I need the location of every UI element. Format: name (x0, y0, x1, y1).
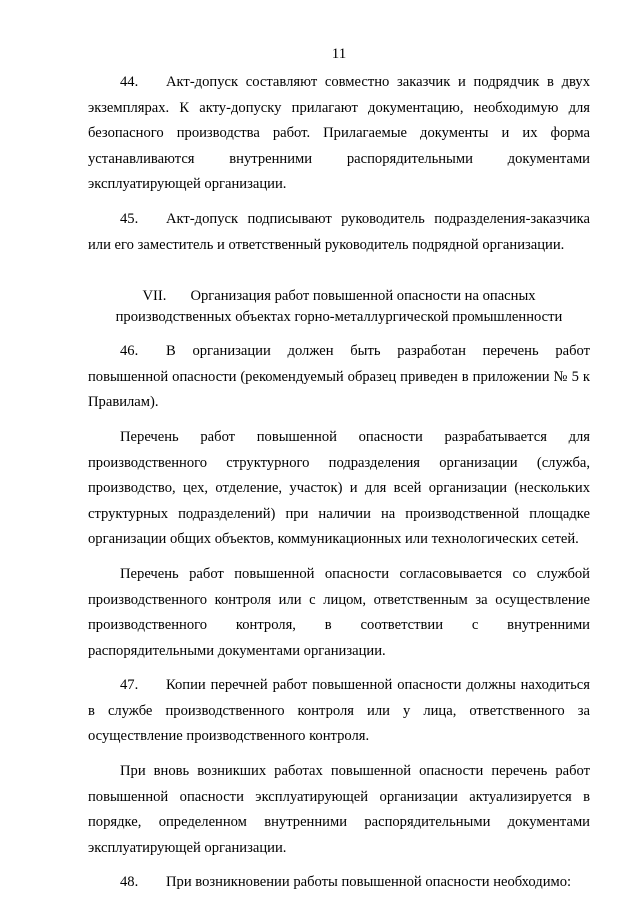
paragraph-text: Акт-допуск подписывают руководитель подразделения-заказчика или его заместитель и ответственный руководитель подрядной организации. (88, 210, 590, 253)
page-number: 11 (331, 46, 347, 62)
paragraph-text: Копии перечней работ повышенной опасности должны находиться в службе производственного контроля или у лица, ответственного за осуществление производственного контроля. (88, 677, 590, 745)
section-title: Организация работ повышенной опасности на опасных производственных объектах горно-металлургической промышленности (115, 288, 563, 326)
paragraph-47-update (88, 759, 590, 861)
paragraph-46-list-scope (88, 425, 590, 553)
paragraph-number: 47. (120, 677, 139, 694)
paragraph-44 (88, 70, 590, 198)
paragraph-48 (88, 870, 590, 896)
paragraph-47 (88, 673, 590, 750)
paragraph-46 (88, 339, 590, 416)
paragraph-text: При вновь возникших работах повышенной опасности перечень работ повышенной опасности эксплуатирующей организации актуализируется в порядке, определенном внутренними распорядительными документами эксплуатирующей организации. (88, 763, 590, 856)
paragraph-number: 46. (120, 343, 139, 360)
paragraph-text: Перечень работ повышенной опасности согласовывается со службой производственного контроля или с лицом, ответственным за осуществление производственного контроля, в соответствии с внутренними распорядительными документами организации. (88, 565, 590, 659)
paragraph-text: В организации должен быть разработан перечень работ повышенной опасности (рекомендуемый образец приведен в приложении № 5 к Правилам). (88, 343, 590, 411)
paragraph-45 (88, 207, 590, 258)
paragraph-text: При возникновении работы повышенной опасности необходимо: (166, 874, 572, 891)
section-number: VII. (142, 288, 167, 305)
paragraph-number: 45. (120, 210, 139, 227)
section-heading (88, 286, 590, 328)
paragraph-number: 44. (120, 74, 139, 90)
paragraph-text: Перечень работ повышенной опасности разрабатывается для производственного структурного подразделения организации (служба, производство, цех, отделение, участок) и для всей организации (нескольких структурных подразделений) при наличии на производственной площадке организации общих объектов, коммуникационных или технологических сетей. (88, 428, 590, 548)
paragraph-46-list-approval (88, 562, 590, 664)
paragraph-number: 48. (120, 874, 139, 891)
paragraph-text: Акт-допуск составляют совместно заказчик и подрядчик в двух экземплярах. К акту-допуску прилагают документацию, необходимую для безопасного производства работ. Прилагаемые документы и их форма устанавливаются внутренними распорядительными документами эксплуатирующей организации. (88, 74, 590, 193)
